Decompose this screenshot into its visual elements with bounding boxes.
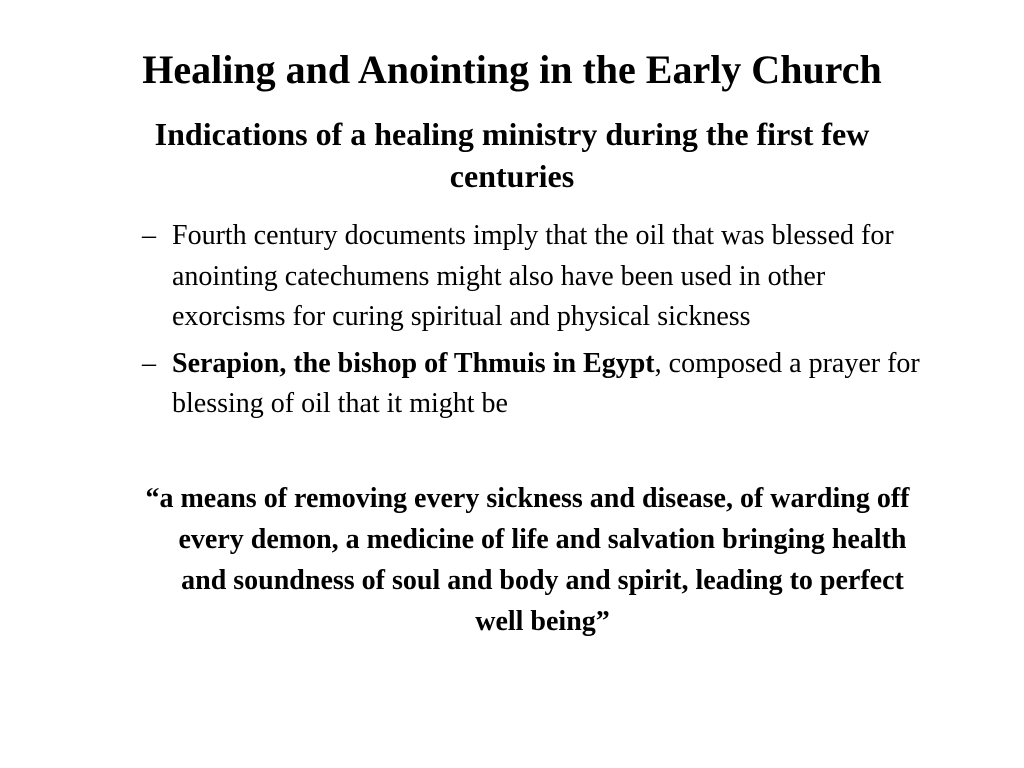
prayer-quote: “a means of removing every sickness and disease, of warding off every demon, a medicine of life and salvation bringing health and soundness of soul and body and spirit, leading to perfect well being”	[145, 483, 910, 637]
bullet-item-2	[130, 344, 930, 425]
bullet-text: Fourth century documents imply that the oil that was blessed for anointing catechumens might also have been used in other exorcisms for curing spiritual and physical sickness	[172, 220, 894, 332]
slide-subtitle: Indications of a healing ministry during the first few centuries	[154, 116, 870, 194]
bullet-bold-text: Serapion, the bishop of Thmuis in Egypt	[172, 347, 655, 379]
slide-title: Healing and Anointing in the Early Church	[142, 47, 882, 92]
bullet-item-1	[130, 216, 930, 338]
bullet-list	[130, 216, 930, 431]
bullet-text: , composed a prayer for blessing of oil that it might be	[172, 347, 920, 419]
bullet-dash: –	[142, 220, 156, 251]
bullet-dash: –	[142, 347, 156, 379]
